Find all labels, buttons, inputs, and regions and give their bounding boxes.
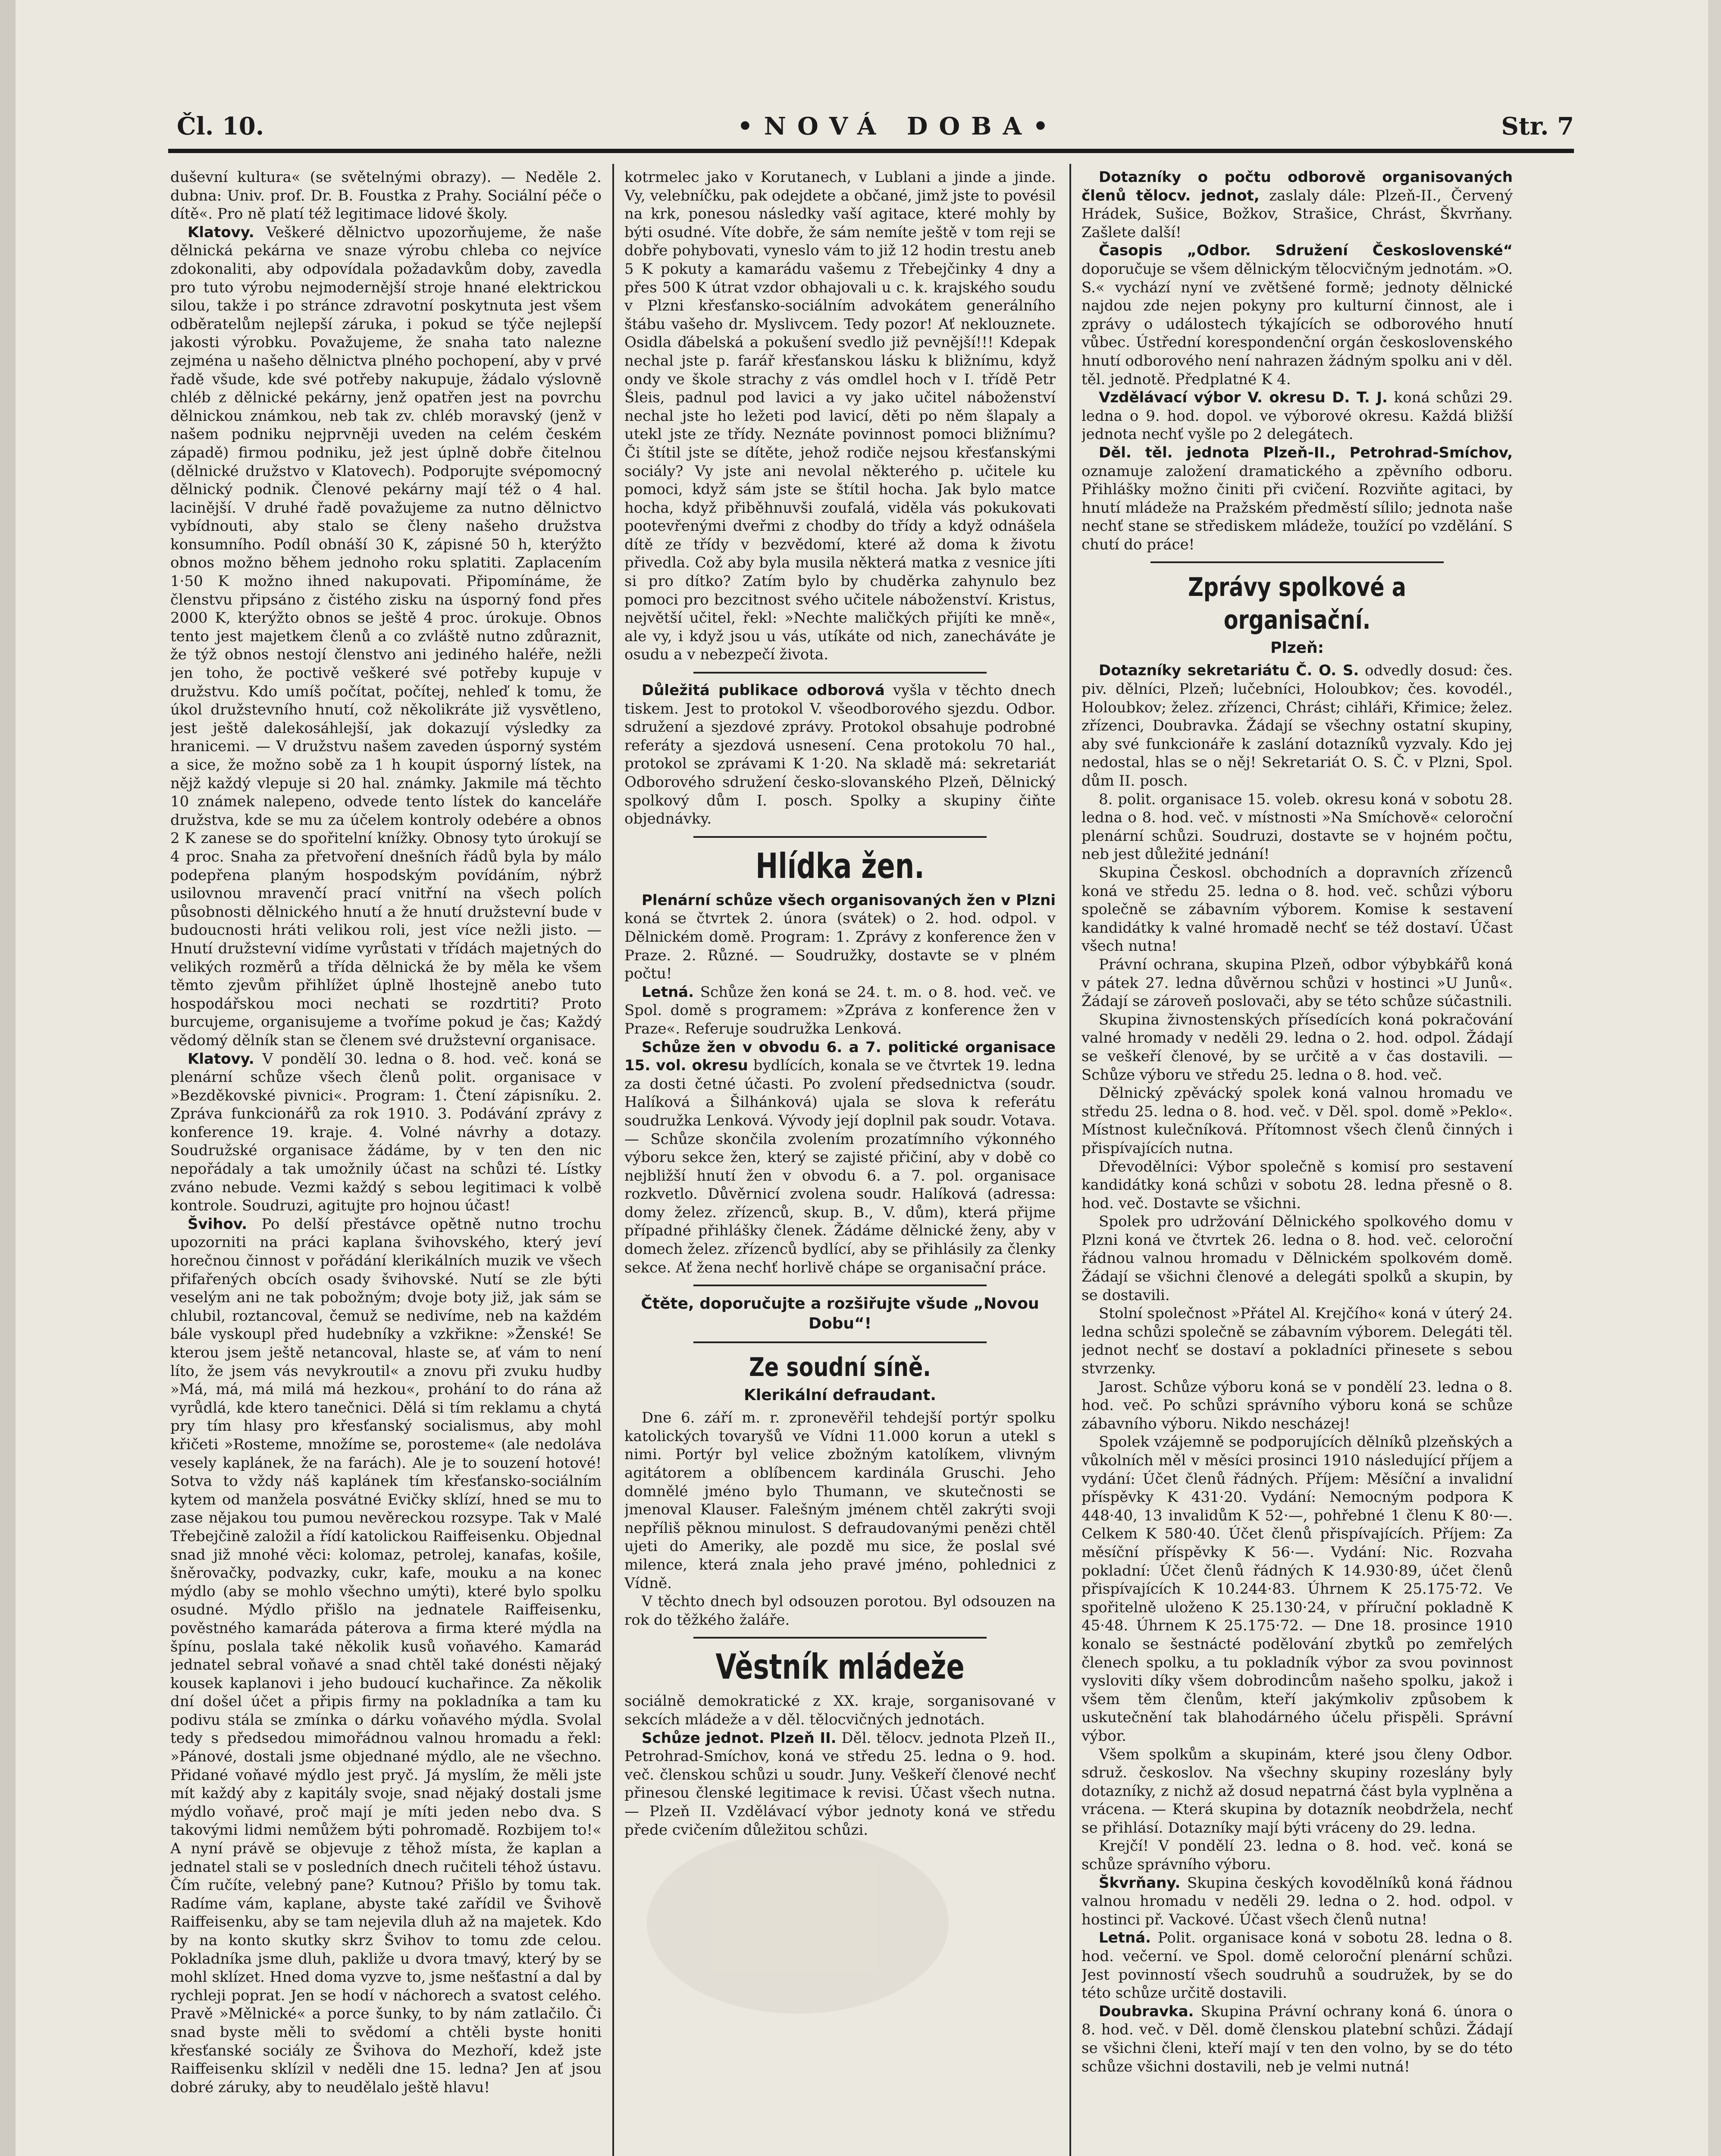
column-divider — [1069, 164, 1071, 2156]
article-obvod — [624, 1038, 1056, 1277]
article-text: Skupina živnostenských přísedících koná pokračování valné hromady v neděli 29. ledna o 2. hod. odpol. Žádají se veškeří členové, by se určitě a v čas dostavili. — Schůze výboru ve středu 25. ledna o 8. hod. več. — [1082, 1011, 1513, 1084]
article-lead: Letná. — [642, 983, 694, 1001]
article-text: Dřevodělníci: Výbor společně s komisí pro sestavení kandidátky koná schůzi v sobotu 28. ledna přesně o 8. hod. več. Dostavte se všichni. — [1082, 1158, 1513, 1212]
section-rule — [1150, 561, 1444, 563]
article-text: bydlících, konala se ve čtvrtek 19. ledna za dosti četné účasti. Po zvolení předsednictva (soudr. Halíková a Šilhánková) ujala se slova k referátu soudružka Lenková. Vývody její doplnil pak soudr. Votava. — Schůze skončila zvolením prozatímního výkonného výboru sekce žen, který se zajisté přičiní, aby v době co nejbližší hnutí žen v obvodu 6. a 7. pol. organisace rozkvetlo. Důvěrnicí zvolena soudr. Halíková (adressa: domy želez. zřízenců, skup. B., V. dům), která přijme případné přihlášky členek. Žádáme dělnické ženy, aby v domech želez. zřízenců bydlící, aby se přihlásily za členky sekce. Ať žena nechť horlivě chápe se organisační práce. — [624, 1057, 1056, 1276]
article-text: Spolek vzájemně se podporujících dělníků plzeňských a vůkolních měl v měsíci prosinci 1910 následující příjem a vydání: Účet členů řádných. Příjem: Měsíční a invalidní příspěvky K 431·20. Vydání: Nemocným podpora K 448·40, 13 invalidům K 52·—, pohřebné 1 členu K 80·—. Celkem K 580·40. Účet členů přispívajících. Příjem: Za měsíční příspěvky K 56·—. Vydání: Nic. Rozvaha pokladní: Účet členů řádných K 14.930·89, účet členů přispívajících K 10.244·83. Úhrnem K 25.175·72. Ve spořitelně uloženo K 25.130·24, v příruční pokladně K 45·48. Úhrnem K 25.175·72. — Dne 18. prosince 1910 konalo se šestnácté podělování zbytků po zemřelých členech spolku, a tu pokladník výbor za svou povinnost vysloviti díky všem dobrodincům našeho spolku, jakož i všem těm členům, kteří jakýmkoliv způsobem k uskutečnění tak blahodárného účelu přispěli. Správní výbor. — [1082, 1433, 1513, 1745]
section-rule — [693, 1341, 987, 1343]
section-heading-zpravy-spolkove: Zprávy spolkové a organisační. — [1188, 572, 1406, 636]
article-lead: Švihov. — [188, 1215, 248, 1233]
article-text: V pondělí 30. ledna o 8. hod. več. koná se plenární schůze všech členů polit. organisace v »Bezděkovské pivnici«. Program: 1. Čtení zápisníku. 2. Zpráva funkcionářů za rok 1910. 3. Podávání zprávy z konference 19. kraje. 4. Volné návrhy a dotazy. Soudružské organisace žádáme, by v ten den nic nepořádaly a tak umožnily účast na schůzi té. Lístky zváno nebude. Vezmi každý s sebou legitimaci k volbě kontrole. Soudruzi, agitujte pro hojnou účast! — [170, 1050, 602, 1215]
article-text: Děl. tělocv. jednota Plzeň II., Petrohrad-Smíchov, koná ve středu 25. ledna o 9. hod. več. členskou schůzi u soudr. Juny. Veškeří členové nechť přinesou členské legitimace k revisi. Účast všech nutna. — Plzeň II. Vzdělávací výbor jednoty koná ve středu přede cvičením důležitou schůzi. — [624, 1729, 1056, 1839]
article-klatovy-1 — [170, 223, 602, 1050]
article-lead: Schůze žen v obvodu 6. a 7. politické organisace 15. vol. okresu — [624, 1038, 1056, 1075]
article-text: koná se čtvrtek 2. února (svátek) o 2. hod. odpol. v Dělnickém domě. Program: 1. Zprávy z konference žen v Praze. 2. Různé. — Soudružky, dostavte se v plném počtu! — [624, 910, 1056, 983]
article-lead: Vzdělávací výbor V. okresu D. T. J. — [1099, 389, 1388, 407]
article-lead: Letná. — [1099, 1929, 1151, 1947]
section-rule — [693, 1285, 987, 1286]
article-lead: Dotazníky o počtu odborově organisovaných členů tělocv. jednot, — [1082, 169, 1513, 204]
column-2 — [624, 168, 1056, 2156]
section-heading-soudni-sin: Ze soudní síně. — [749, 1352, 931, 1383]
article-lead: Doubravka. — [1099, 2002, 1194, 2020]
section-rule — [693, 672, 987, 674]
article-klatovy-2 — [170, 1050, 602, 1215]
article-lead: Děl. těl. jednota Plzeň-II., Petrohrad-Smíchov, — [1099, 444, 1513, 461]
article-text: Veškeré dělnictvo upozorňujeme, že naše dělnická pekárna ve snaze výrobu chleba co nejvíce zdokonaliti, aby odpovídala požadavkům doby, zavedla pro tuto výrobu nejmodernější stroje hnané elektrickou silou, takže i po stránce zdravotní poskytnuta jest všem odběratelům nejlepší záruka, i pokud se týče nejlepší jakosti výrobku. Považujeme, že snaha tato nalezne zejména u našeho dělnictva plného pochopení, aby v prvé řadě všude, kde své potřeby nakupuje, žádalo výslovně chléb z dělnické pekárny, jenž opatřen jest na povrchu dělnickou známkou, neb tak zv. chléb moravský (jenž v našem podniku nejprvněji uveden na celém českém západě) firmou podniku, jež jest úplně dobře čitelnou (dělnické družstvo v Klatovech). Podporujte svépomocný dělnický podnik. Členové pekárny mají též o 4 hal. lacinější. V druhé řadě považujeme za nutno dělnictvo vybídnouti, aby stalo se členy našeho družstva konsumního. Podíl obnáší 30 K, zápisné 50 h, kterýžto obnos možno během jednoho roku splatiti. Zaplacením 1·50 K možno ihned nakupovati. Připomínáme, že členstvu připsáno z čistého zisku na úsporný fond přes 2000 K, kterýžto obnos se ještě 4 proc. úrokuje. Obnos tento jest majetkem členů a co zvláště nutno zdůraznit, že týž obnos nestojí členstvo ani jediného haléře, nežli jen toho, že poctivě veškeré své potřeby kupuje v družstvu. Kdo umíš počítat, počítej, nehleď k tomu, že úkol družstevního hnutí, což několikráte již vysvětleno, jest ještě dalekosáhlejší, jak dokazují výsledky za hranicemi. — V družstvu našem zaveden úsporný systém a sice, že možno sobě za 1 h koupit úsporný lístek, na nějž každý vlepuje si 20 hal. známky. Jakmile má těchto 10 známek nalepeno, odvede tento lístek do kanceláře družstva, kde se mu za účelem kontroly odebére a obnos 2 K zanese se do spořitelní knížky. Obnosy tyto úrokují se 4 proc. Snaha za přetvoření dnešních řádů byla by málo podepřena planým hospodským povídáním, nýbrž usilovnou mravenčí prací vnitřní na všech polích působnosti dělnického hnutí a že hnutí družstevní bude v budoucnosti hráti velikou roli, jest více nežli jisto. — Hnutí družstevní vidíme vyrůstati v třídách majetných do velikých rozměrů a třída dělnická že by měla ke všem těmto zjevům přihlížet úplně lhostejně anebo tuto hospodářskou moci nechati se rozdrtiti? Proto burcujeme, organisujeme a tvoříme pokud je čas; Každý vědomý dělník stan se členem své družstevní organisace. — [170, 223, 602, 1049]
section-rule — [693, 836, 987, 838]
article-text: Všem spolkům a skupinám, které jsou členy Odbor. sdruž. českoslov. Na všechny skupiny rozeslány byly dotazníky, z nichž až dosud nepatrná část byla vyplněna a vrácena. — Která skupina by dotazník neobdržela, nechť se přihlásí. Dotazníky mají býti vráceny do 29. ledna. — [1082, 1745, 1513, 1836]
section-heading-hlidka-zen: Hlídka žen. — [755, 846, 925, 886]
article-text: Dělnický zpěvácký spolek koná valnou hromadu ve středu 25. ledna o 8. hod. več. v Děl. spol. domě »Peklo«. Místnost kulečníková. Přítomnost všech členů činných i přispívajících nutna. — [1082, 1084, 1513, 1157]
article-text: Skupina Právní ochrany koná 6. února o 8. hod. več. v Děl. domě členskou platební schůzi. Žádají se všichni členi, kteří mají v ten den volno, by se do této schůze všichni dostavili, neb je velmi nutná! — [1082, 2002, 1513, 2075]
article-text: sociálně demokratické z XX. kraje, sorganisované v sekcích mládeže a v děl. tělocvičných jednotách. — [624, 1692, 1056, 1728]
article-text: zaslaly dále: Plzeň-II., Červený Hrádek, Sušice, Božkov, Strašice, Chrást, Škvrňany. Zašlete další! — [1082, 187, 1513, 241]
article-text: Skupina českých kovodělníků koná řádnou valnou hromadu v neděli 29. ledna o 2. hod. odpol. v hostinci př. Vackové. Účast všech členů nutna! — [1082, 1874, 1513, 1928]
article-text: Dne 6. září m. r. zpronevěřil tehdejší portýr spolku katolických tovaryšů ve Vídni 11.000 korun a utekl s nimi. Portýr byl velice zbožným katolíkem, vlivným agitátorem a oblíbencem kardinála Gruschi. Jeho domnělé jméno bylo Thumann, ve skutečnosti se jmenoval Klauser. Falešným jménem chtěl zakrýti svoji nepříliš pěknou minulost. S defraudovanými penězi chtěl ujeti do Ameriky, ale pozdě mu sice, že poslal své milence, která znala jeho pravé jméno, pohlednici z Vídně. — [624, 1409, 1056, 1592]
page-header — [168, 108, 1574, 147]
article-lead: Dotazníky sekretariátu Č. O. S. — [1099, 662, 1359, 680]
article-casopis — [1082, 241, 1513, 389]
article-lead: Klatovy. — [188, 223, 254, 241]
article-dotazniky-sekretariatu — [1082, 661, 1513, 790]
article-dotazniky — [1082, 168, 1513, 241]
article-text: Krejčí! V pondělí 23. ledna o 8. hod. več. koná se schůze správního výboru. — [1082, 1837, 1513, 1874]
header-rule — [168, 149, 1574, 153]
article-text: Schůze žen koná se 24. t. m. o 8. hod. več. ve Spol. domě s programem: »Zpráva z konference žen v Praze«. Referuje soudružka Lenková. — [624, 983, 1056, 1037]
article-lead: Časopis „Odbor. Sdružení Československé“ — [1099, 242, 1513, 260]
article-doubravka — [1082, 2002, 1513, 2076]
article-text: Stolní společnost »Přátel Al. Krejčího« koná v úterý 24. ledna schůzi společně se zábavním výborem. Delegáti těl. jednot nechť se dostaví a pokladníci přinesete s sebou stvrzenky. — [1082, 1305, 1513, 1378]
article-text: duševní kultura« (se světelnými obrazy). — Neděle 2. dubna: Univ. prof. Dr. B. Foustka z Prahy. Sociální péče o dítě«. Pro ně platí též legitimace lidové školy. — [170, 169, 602, 223]
article-text: kotrmelec jako v Korutanech, v Lublani a jinde a jinde. Vy, velebníčku, pak odejdete a občané, jimž jste to povésil na krk, ponesou následky vaší agitace, které mohly by býti osudné. Víte dobře, že sám nemíte ještě v tom reji se dobře pohybovati, vyneslo vám to již 12 hodin trestu aneb 5 K pokuty a kamarádu vašemu z Třebejčinky 4 dny a přes 500 K útrat vzdor obhajovali u c. k. krajského soudu v Plzni křesťansko-sociálním advokátem generálního štábu vašeho dr. Myslivcem. Tedy pozor! Ať neklouznete. Osidla ďábelská a pokušení svedlo již pevnější!!! Kdepak nechal jste p. farář křesťanskou lásku k bližnímu, když ondy ve škole strachy z vás omdlel hoch v I. třídě Petr Šleis, padnul pod lavici a vy jako učitel náboženství nechal jste ho ležeti pod lavicí, děti po něm šlapaly a utekl jste ze třídy. Neznáte povinnost pomoci bližnímu? Či štítil jste se dítěte, jehož rodiče nejsou křesťanskými sociály? Vy jste ani nevolal některého p. učitele ku pomoci, když sám jste se štítil hocha. Jak bylo matce hocha, když přiběhnuvši zoufalá, viděla vás pokukovati pootevřenými dveřmi z chodby do třídy a když odnášela dítě ze třídy v bezvědomí, které až doma k životu přivedla. Což aby byla musila některá matka z vesnice jíti si pro dítko? Zatím bylo by chuděrka zahynulo bez pomoci pro bezcitnost svého učitele náboženství. Kristus, největší učitel, řekl: »Nechte maličkých přijíti ke mně«, ale vy, i když jsou u vás, utíkáte od nich, zanecháváte je osudu a v nebezpečí života. — [624, 169, 1056, 664]
section-subheading: Klerikální defraudant. — [744, 1386, 936, 1404]
article-lead: Důležitá publikace odborová — [642, 682, 885, 699]
section-subheading: Plzeň: — [1270, 639, 1324, 657]
article-text: Skupina Českosl. obchodních a dopravních zřízenců koná ve středu 25. ledna o 8. hod. več. schůzi výboru společně se zábavním výborem. Komise k sestavení kandidátky k valné hromadě nechť se též dostaví. Účast všech nutna! — [1082, 864, 1513, 955]
article-text: doporučuje se všem dělnickým tělocvičným jednotám. »O. S.« vychází nyní ve zvětšené formě; jednoty dělnické najdou zde nejen pokyny pro kulturní činnost, ale i zprávy o událostech týkajících se odborového hnutí vůbec. Ústřední korespondenční orgán československého hnutí odborového není nahrazen žádným spolku ani v děl. těl. jednotě. Předplatné K 4. — [1082, 260, 1513, 388]
article-lead: Klatovy. — [188, 1050, 254, 1068]
article-lead: Plenární schůze všech organisovaných žen v Plzni — [642, 891, 1056, 909]
article-text: Po delší přestávce opětně nutno trochu upozorniti na práci kaplana švihovského, který jeví horečnou činnost v pořádání klerikálních muzik ve všech přifařených obcích osady švihovské. Nutí se zle býti veselým ani ne tak pobožným; dvoje boty již, jak sám se chlubil, roztancoval, čemuž se nedivíme, neb na každém bále vyskoupl před hudebníky a vzkřikne: »Ženské! Se kterou jsem ještě netancoval, hlaste se, ať vám to není líto, že jsem vás nevykroutil« a znovu při zvuku hudby »Má, má, má milá má hezkou«, prohání to do rána až vyrůdlá, kde ktero tanečnici. Dělá si tím reklamu a chytá pry tím hlasy pro křesťanský socialismus, aby mohl křičeti »Rosteme, množíme se, porosteme« (ale nedoláva vesely kaplánek, že na farách). Ale je to souzení hotové! Sotva to vždy náš kaplánek tím křesťansko-sociálním kytem od manžela posvátné Evičky sklízí, hned se mu to zase nějakou tou pumou nevěreckou rozsype. Tak v Malé Třebejčině založil a řídí katolickou Raiffeisenku. Objednal snad již mnohé věci: kolomaz, petrolej, kanafas, košile, šněrovačky, podvazky, cukr, kafe, mouku a na konec mýdlo (aby se mohlo všechno umýti), které bylo spolku osudné. Mýdlo přišlo na jednatele Raiffeisenku, pověstného kamaráda páterova a firma které mýdla na špínu, poslala také několik kusů voňavého. Kamarád jednatel sebral voňavé a snad chtěl také donésti nějaký kousek kaplanovi i jeho budoucí kuchařince. Za několik dní došel účet a připis firmy na pokladníka a tam ku podivu stála se zmínka o dárku voňavého mýdla. Svolal tedy s předsedou mimořádnou valnou hromadu a řekl: »Pánové, dostali jsme objednané mýdlo, ale ne všechno. Přidané voňavé mýdlo jest pryč. Já myslím, že měli jste mít každý aby z kapitály svoje, snad nějaký dostali jsme mýdlo voňavé, proč mají je míti jeden nebo dva. S takovými lidmi nemůžem býti pohromadě. Rozbijem to!« A nyní právě se objevuje z těhož místa, že kaplan a jednatel stali se v posledních dnech ručiteli téhož ústavu. Čím ručíte, velebný pane? Kutnou? Přišlo by tomu tak. Radíme vám, kaplane, abyste také zařídil ve Švihově Raiffeisenku, aby se tam nejevila dluh až na majetek. Kdo by na konto skutky skrz Švihov to tomu zde celou. Pokladníka jsme dluh, pakliže u dvora tmavý, který by se mohl sklízet. Hned doma vyzve to, jsme nešťastní a dal by rychleji poprat. Jen se hodí v náchorech a svatost celého. Pravě »Mělnické« a porce šunky, to by nám zatlačilo. Či snad byste měli to svědomí a chtěli byste honiti křesťanské sociály ze Švihova do Mezhoří, kdež jste Raiffeisenku sklízil v neděli dne 15. ledna? Jen ať jsou dobré záruky, aby to neudělalo ještě hlavu! — [170, 1215, 602, 2096]
article-text: koná schůzi 29. ledna o 9. hod. dopol. ve výborové okresu. Každá bližší jednota nechť vyšle po 2 delegátech. — [1082, 389, 1513, 443]
article-text: odvedly dosud: čes. piv. dělníci, Plzeň; lučebníci, Holoubkov; čes. kovodél., Holoubkov; želez. zřízenci, Chrást; cihláři, Křimice; želez. zřízenci, Doubravka. Žádají se všechny ostatní skupiny, aby své funkcionáře k zaslání dotazníků vyzvaly. Kdo jej nedostal, hlas se o něj! Sekretariát O. S. Č. v Plzni, Spol. dům II. posch. — [1082, 662, 1513, 790]
article-dtj-plzen — [1082, 444, 1513, 554]
article-vzdelavaci — [1082, 389, 1513, 444]
article-plenarni — [624, 891, 1056, 983]
section-heading-vestnik-mladeze: Věstník mládeže — [715, 1647, 965, 1687]
article-lead: Škvrňany. — [1099, 1874, 1181, 1892]
issue-number: Čl. 10. — [177, 112, 264, 141]
page-number: Str. 7 — [1501, 112, 1574, 141]
article-text: 8. polit. organisace 15. voleb. okresu koná v sobotu 28. ledna o 8. hod. več. v místnosti »Na Smíchově« celoroční plenární schůzi. Soudruzi, dostavte se v hojném počtu, neb jest důležité jednání! — [1082, 790, 1513, 863]
promo-callout: Čtěte, doporučujte a rozšiřujte všude „Novou Dobu“! — [641, 1295, 1039, 1333]
article-letna — [624, 983, 1056, 1038]
section-rule — [693, 1637, 987, 1639]
article-schuze-jednot — [624, 1729, 1056, 1839]
article-text: oznamuje založení dramatického a zpěvního odboru. Přihlášky možno činiti při cvičení. Rozviňte agitaci, by hnutí mládeže na Pražském předměstí sílilo; jednota naše nechť stane se střediskem mládeže, toužící po vzdělání. S chutí do práce! — [1082, 462, 1513, 553]
article-text: Polit. organisace koná v sobotu 28. ledna o 8. hod. večerní. ve Spol. domě celoroční plenární schůzi. Jest povinností všech soudruhů a soudružek, by se do této schůze určitě dostavili. — [1082, 1929, 1513, 2002]
article-skvrnany — [1082, 1874, 1513, 1929]
article-text: Právní ochrana, skupina Plzeň, odbor výbybkářů koná v pátek 27. ledna důvěrnou schůzi v hostinci »U Junů«. Žádají se zároveň poslovači, aby se této schůze súčastnili. — [1082, 956, 1513, 1010]
article-publikace — [624, 681, 1056, 828]
scan-edge-right — [1708, 0, 1721, 2156]
article-letna — [1082, 1929, 1513, 2002]
article-lead: Schůze jednot. Plzeň II. — [642, 1729, 837, 1747]
article-text: V těchto dnech byl odsouzen porotou. Byl odsouzen na rok do těžkého žaláře. — [624, 1593, 1056, 1629]
article-text: Spolek pro udržování Dělnického spolkového domu v Plzni koná ve čtvrtek 26. ledna o 8. hod. več. celoroční řádnou valnou hromadu v Dělnickém spolkovém domě. Žádají se všichni členové a delegáti spolků a skupin, by se dostavili. — [1082, 1213, 1513, 1304]
article-text: vyšla v těchto dnech tiskem. Jest to protokol V. všeodborového sjezdu. Odbor. sdružení a sjezdové zprávy. Protokol obsahuje podrobné referáty a sjezdová usnesení. Cena protokolu 70 hal., protokol se zprávami K 1·20. Na skladě má: sekretariát Odborového sdružení česko-slovanského Plzeň, Dělnický spolkový dům I. posch. Spolky a skupiny čiňte objednávky. — [624, 682, 1056, 828]
column-divider — [612, 164, 614, 2156]
masthead-title: •NOVÁ DOBA• — [737, 112, 1060, 141]
scan-edge-left — [0, 0, 16, 2156]
column-1 — [170, 168, 602, 2156]
article-text: Jarost. Schůze výboru koná se v pondělí 23. ledna o 8. hod. več. Po schůzi správního výboru koná se schůze zábavního výboru. Nikdo nescházej! — [1082, 1378, 1513, 1432]
column-3 — [1082, 168, 1513, 2156]
article-svihov — [170, 1215, 602, 2097]
